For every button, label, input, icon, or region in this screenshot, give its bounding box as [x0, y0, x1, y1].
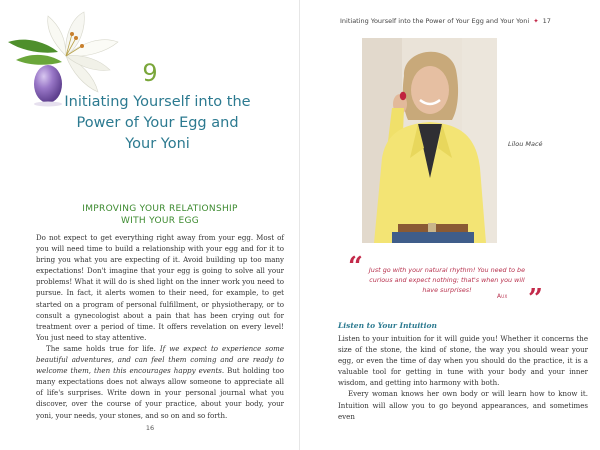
- quote-author: Aux: [497, 294, 508, 300]
- paragraph: Do not expect to get everything right away from your egg. Most of you will need time to build a relationship with your egg and for it to bring you what you are expecting of it. Avoid building up too many expectations! Don't imagine that your egg is going to solve all your problems! What it will do is shed light on the inner work you need to pursue. In fact, it alerts women to their need, for example, to get started on a program of personal fulfillment, or physiotherapy, or to consult a gynecologist about a pain that has been crying out for treatment over a period of time. It offers revelation on every level! You just need to stay attentive.: [36, 233, 284, 342]
- page-number-right: 17: [542, 17, 551, 25]
- diamond-icon: ✦: [533, 17, 539, 25]
- right-body-text: [338, 333, 588, 422]
- subheading: Listen to Your Intuition: [338, 321, 437, 330]
- close-quote-icon: ”: [528, 284, 543, 314]
- paragraph-end: But holding too many expectations does not always allow someone to appreciate all of life's surprises. Write down in your personal journal what you discover, over the course of your practice, about your body, your yoni, your needs, your stones, and so on and so forth.: [36, 366, 284, 420]
- section-heading-line2: WITH YOUR EGG: [120, 216, 199, 226]
- portrait-photo: [362, 38, 497, 243]
- pull-quote: Just go with your natural rhythm! You need to be curious and expect nothing; that's when you will have surprises!: [368, 266, 526, 294]
- running-head-title: Initiating Yourself into the Power of Your Egg and Your Yoni: [340, 17, 530, 25]
- paragraph: Listen to your intuition for it will guide you! Whether it concerns the size of the stone, the kind of stone, the way you should wear your egg, or even the time of day when you should do the practice, it is a valuable tool for getting in tune with your body and your inner wisdom, and getting into harmony with both.: [338, 334, 588, 388]
- section-heading-line1: IMPROVING YOUR RELATIONSHIP: [82, 204, 238, 214]
- paragraph-start: The same holds true for life.: [46, 343, 160, 353]
- paragraph-italic: If we expect to experience some beautiful adventures, and can feel them coming and are ready to welcome them, then this encourages happy events.: [36, 343, 284, 376]
- paragraph: Every woman knows her own body or will learn how to know it. Intuition will allow you to go beyond appearances, and sometimes even: [338, 389, 588, 421]
- open-quote-icon: “: [348, 252, 363, 282]
- right-page: [300, 0, 600, 450]
- chapter-title: Initiating Yourself into the Power of Your Egg and Your Yoni: [64, 94, 251, 152]
- paragraph: [36, 343, 284, 421]
- running-head: [340, 17, 590, 25]
- left-body-text: [36, 232, 284, 421]
- photo-caption: Lilou Macé: [508, 140, 543, 148]
- page-number-left: 16: [145, 424, 155, 432]
- section-heading: [40, 203, 280, 227]
- chapter-number: 9: [142, 59, 158, 87]
